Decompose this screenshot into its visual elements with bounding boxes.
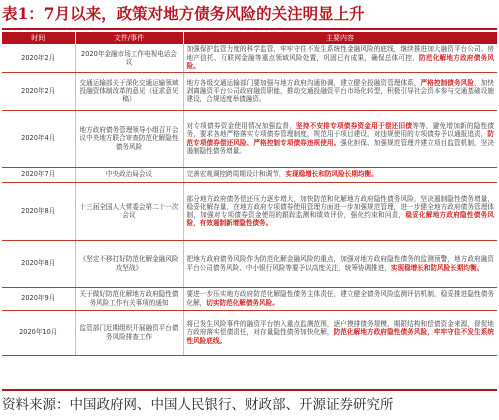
- table-row: [2, 287, 497, 310]
- highlighted-text: 实现稳增长和防风险长期均衡。: [285, 170, 378, 179]
- content-text: 加强保护监管力度的科学监管，牢牢守住不发生系统性金融风险的底线，继续推进: [186, 45, 428, 54]
- row-document: 监管部门近期组织开展融资平台债务风险排查工作: [75, 310, 183, 355]
- row-document: 十三届全国人大常委会第二十一次会议: [75, 182, 183, 240]
- content-text: 对专项债券资金使用情况加强监督，: [186, 122, 296, 131]
- row-time: 2020年2月: [2, 44, 75, 72]
- header-doc: 文件/事件: [75, 32, 183, 44]
- row-time: 2020年10月: [2, 310, 75, 355]
- row-document: 中央政治局会议: [75, 167, 183, 182]
- highlighted-text: 防范化解地方政府隐性债务风险，牢牢守住不发生系统性风险底线。: [186, 328, 494, 345]
- table-row: [2, 310, 497, 355]
- highlighted-text: 严格控制债务风险: [420, 78, 475, 87]
- title-divider: [2, 28, 497, 30]
- row-document: 关于做好防范化解地方政府隐性债务风险工作有关事项的通知: [75, 287, 183, 310]
- row-time: 2020年9月: [2, 287, 75, 310]
- row-time: 2020年7月: [2, 167, 75, 182]
- row-main-content: [183, 240, 497, 287]
- highlighted-text: 稳妥化解地方政府隐性债务风险，有效遏制新增隐性债务。: [186, 211, 495, 228]
- row-document: 地方政府债务管理领导小组召开会议中央地方联合审查防范化解隐性债务风险: [75, 110, 183, 167]
- row-time: 2020年4月: [2, 110, 75, 167]
- row-main-content: [183, 167, 497, 182]
- content-text: 要进一步压实地方政府防范化解隐性债务主体责任，建立健全债务风险监测评估机制，稳妥推进隐性债务化解，: [186, 290, 494, 307]
- row-main-content: [183, 182, 497, 240]
- content-text: ，加快剥离融资平台公司政府融资职能，推动交通投融资平台市场化转型，积极引导社会资本参与交通基础设施建设，合规适度举债融资。: [186, 78, 495, 104]
- content-text: 地方各级交通运输部门要加强与地方政府沟通协调，建立健全投融资管理体系，: [186, 78, 421, 87]
- row-document: 2020年金融市场工作电视电话会议: [75, 44, 183, 72]
- table-row: [2, 72, 497, 110]
- row-main-content: [183, 287, 497, 310]
- row-main-content: [183, 44, 497, 72]
- row-document: 《坚定不移打好防范化解金融风险攻坚战》: [75, 240, 183, 287]
- source-note: 资料来源：中国政府网、中国人民银行、财政部、开源证券研究所: [2, 397, 394, 413]
- header-main: 主要内容: [183, 32, 497, 44]
- row-time: 2020年8月: [2, 240, 75, 287]
- highlighted-text: 防范化解地方政府债务风险。: [186, 53, 495, 70]
- table-row: [2, 44, 497, 72]
- policy-table: [2, 32, 498, 356]
- content-text: 完善宏观调控跨周期设计和调节，: [186, 170, 286, 179]
- row-main-content: [183, 72, 497, 110]
- table-row: [2, 110, 497, 167]
- highlighted-text: 实现稳增长和防风险长期均衡。: [390, 263, 484, 272]
- header-time: 时间: [2, 32, 75, 44]
- table-row: [2, 240, 497, 287]
- highlighted-text: 坚持不安排专项债券资金用于偿还旧债: [295, 122, 413, 131]
- row-document: 交通运输部关于深化交通运输领域投融资体制改革的意见（征求意见稿）: [75, 72, 183, 110]
- row-time: 2020年8月: [2, 182, 75, 240]
- content-text: 把地方政府债务风险作为防范化解金融风险的重点，加强对地方政府隐性债务的监测预警，地方政府融资平台公司债务风险、中小银行风险等要予以高度关注，统筹协调推进，: [186, 255, 494, 272]
- table-row: [2, 167, 497, 182]
- page-title: 表1：7月以来，政策对地方债务风险的关注明显上升: [2, 4, 365, 23]
- row-main-content: [183, 310, 497, 355]
- content-text: 强化担保、加强规范管理并建立项目监管机制，坚决遏制隐性债务增量。: [186, 138, 494, 155]
- content-text: 加大融资平台公司、房地产信托、互联网金融等重点领域风险处置，巩固已有成果，确保总体可控、: [186, 45, 495, 62]
- content-text: 等等，避免增加新的隐性债务，要求各地严格落实专项债券管理制度，规范用于项目建设，对违规使用的专项债券予以通报追责，: [186, 122, 495, 139]
- content-text: 部分地方政府债务偿还压力逐步增大，加快防范和化解地方政府隐性债务风险，坚决遏制隐性债务增量，稳妥化解存量，在地方政府专项债券使用管理方面进一步加强规范管理，进一步健全地方政府债务管理体制，加强对专项债券资金使用的跟踪监测和绩效评价，强化约束和问责，: [186, 194, 494, 219]
- table-header-row: [2, 32, 497, 44]
- table-bottom-divider: [2, 389, 497, 391]
- row-main-content: [183, 110, 497, 167]
- row-time: 2020年2月: [2, 72, 75, 110]
- table-row: [2, 182, 497, 240]
- content-text: 将已发生风险事件的融资平台纳入重点监测范围，逐户摸排债务规模、期限结构和偿债资金来源，督促地方政府落实偿债责任，对存量隐性债务加快化解，: [186, 320, 494, 337]
- highlighted-text: 防范专项债券偿还风险、严格控制专项债券违规使用。: [186, 130, 494, 147]
- highlighted-text: 切实防范化解债务风险。: [206, 298, 279, 307]
